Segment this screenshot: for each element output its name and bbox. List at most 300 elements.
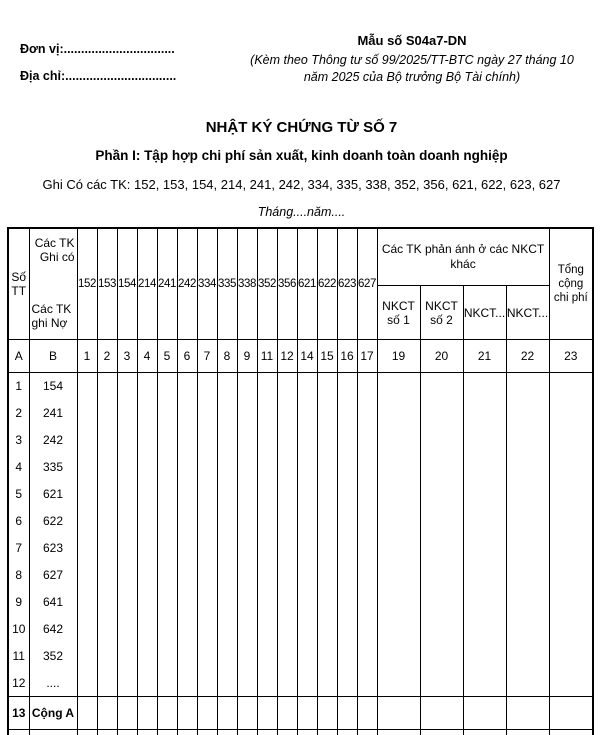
empty-amount-cell (217, 481, 237, 508)
empty-amount-cell (157, 427, 177, 454)
empty-amount-cell (463, 670, 506, 697)
empty-amount-cell (549, 562, 593, 589)
column-index-header: 11 (257, 340, 277, 373)
empty-amount-cell (506, 616, 549, 643)
empty-amount-cell (217, 562, 237, 589)
empty-amount-cell (549, 589, 593, 616)
empty-amount-cell (506, 535, 549, 562)
empty-amount-cell (357, 643, 377, 670)
empty-amount-cell (197, 562, 217, 589)
credit-accounts-corner-label: Các TK Ghi có (34, 236, 75, 264)
empty-amount-cell (197, 616, 217, 643)
table-row (8, 562, 593, 589)
table-row (8, 508, 593, 535)
empty-amount-cell (420, 697, 463, 730)
empty-amount-cell (317, 730, 337, 735)
empty-amount-cell (357, 697, 377, 730)
org-block (20, 36, 176, 90)
debit-account-cell: 154 (29, 373, 77, 400)
empty-amount-cell (197, 427, 217, 454)
empty-amount-cell (377, 508, 420, 535)
empty-amount-cell (357, 589, 377, 616)
empty-amount-cell (337, 427, 357, 454)
empty-amount-cell (117, 454, 137, 481)
table-row (8, 400, 593, 427)
empty-amount-cell (177, 730, 197, 735)
empty-amount-cell (377, 589, 420, 616)
document-title: NHẬT KÝ CHỨNG TỪ SỐ 7 (205, 119, 398, 136)
journal-table-head (8, 228, 593, 373)
empty-amount-cell (157, 697, 177, 730)
empty-amount-cell (420, 670, 463, 697)
empty-amount-cell (506, 481, 549, 508)
empty-amount-cell (463, 616, 506, 643)
empty-amount-cell (297, 535, 317, 562)
empty-amount-cell (117, 589, 137, 616)
empty-amount-cell (377, 616, 420, 643)
period-line: Tháng....năm.... (257, 205, 346, 219)
empty-amount-cell (420, 427, 463, 454)
table-row (8, 535, 593, 562)
empty-amount-cell (297, 670, 317, 697)
empty-amount-cell (137, 454, 157, 481)
empty-amount-cell (117, 562, 137, 589)
empty-amount-cell (177, 400, 197, 427)
empty-amount-cell (217, 427, 237, 454)
empty-amount-cell (217, 670, 237, 697)
empty-amount-cell (177, 481, 197, 508)
debit-account-cell: 641 (29, 589, 77, 616)
empty-amount-cell (77, 373, 97, 400)
empty-amount-cell (197, 508, 217, 535)
empty-amount-cell (277, 730, 297, 735)
nkct-column-header: NKCT số 1 (377, 286, 420, 340)
empty-amount-cell (77, 481, 97, 508)
empty-amount-cell (257, 616, 277, 643)
nkct-column-header: NKCT số 2 (420, 286, 463, 340)
tk-column-header: 152 (77, 228, 97, 340)
empty-amount-cell (97, 454, 117, 481)
empty-amount-cell (377, 697, 420, 730)
tk-column-header: 338 (237, 228, 257, 340)
empty-amount-cell (257, 373, 277, 400)
empty-amount-cell (549, 400, 593, 427)
empty-amount-cell (337, 481, 357, 508)
column-index-header: 17 (357, 340, 377, 373)
tk-column-header: 335 (217, 228, 237, 340)
tk-column-header: 622 (317, 228, 337, 340)
empty-amount-cell (97, 730, 117, 735)
empty-amount-cell (77, 589, 97, 616)
table-row (8, 427, 593, 454)
empty-amount-cell (237, 400, 257, 427)
empty-amount-cell (137, 643, 157, 670)
empty-amount-cell (237, 427, 257, 454)
empty-amount-cell (197, 697, 217, 730)
empty-amount-cell (177, 535, 197, 562)
empty-amount-cell (297, 616, 317, 643)
empty-amount-cell (137, 730, 157, 735)
address-fill-line: Địa chỉ:................................ (20, 69, 177, 83)
empty-amount-cell (277, 535, 297, 562)
empty-amount-cell (177, 562, 197, 589)
empty-amount-cell (277, 481, 297, 508)
empty-amount-cell (197, 454, 217, 481)
empty-amount-cell (237, 454, 257, 481)
empty-amount-cell (77, 454, 97, 481)
empty-amount-cell (317, 481, 337, 508)
empty-amount-cell (157, 730, 177, 735)
empty-amount-cell (97, 481, 117, 508)
empty-amount-cell (377, 427, 420, 454)
empty-amount-cell (157, 535, 177, 562)
empty-amount-cell (77, 427, 97, 454)
empty-amount-cell (97, 373, 117, 400)
empty-amount-cell (337, 616, 357, 643)
empty-amount-cell (77, 508, 97, 535)
partial-row (8, 730, 593, 735)
column-index-header: 3 (117, 340, 137, 373)
empty-amount-cell (97, 589, 117, 616)
empty-amount-cell (257, 670, 277, 697)
debit-account-cell: 621 (29, 481, 77, 508)
tk-column-header: 154 (117, 228, 137, 340)
empty-amount-cell (197, 535, 217, 562)
debit-account-cell: 622 (29, 508, 77, 535)
empty-amount-cell (317, 562, 337, 589)
debit-account-cell: 241 (29, 400, 77, 427)
empty-amount-cell (177, 670, 197, 697)
debit-account-cell: 352 (29, 643, 77, 670)
empty-amount-cell (137, 697, 157, 730)
accounts-corner-header (29, 228, 77, 340)
empty-amount-cell (8, 730, 29, 735)
empty-amount-cell (77, 730, 97, 735)
empty-amount-cell (549, 616, 593, 643)
empty-amount-cell (506, 670, 549, 697)
empty-amount-cell (463, 562, 506, 589)
empty-amount-cell (257, 427, 277, 454)
empty-amount-cell (97, 535, 117, 562)
empty-amount-cell (277, 508, 297, 535)
empty-amount-cell (117, 670, 137, 697)
empty-amount-cell (377, 730, 420, 735)
empty-amount-cell (420, 481, 463, 508)
row-number-cell: 12 (8, 670, 29, 697)
table-row (8, 589, 593, 616)
empty-amount-cell (317, 427, 337, 454)
empty-amount-cell (506, 454, 549, 481)
empty-amount-cell (297, 400, 317, 427)
empty-amount-cell (117, 643, 137, 670)
empty-amount-cell (337, 730, 357, 735)
empty-amount-cell (277, 373, 297, 400)
empty-amount-cell (77, 616, 97, 643)
column-index-header: B (29, 340, 77, 373)
empty-amount-cell (29, 730, 77, 735)
stt-header: Số TT (8, 228, 29, 340)
empty-amount-cell (237, 373, 257, 400)
empty-amount-cell (237, 616, 257, 643)
empty-amount-cell (337, 535, 357, 562)
empty-amount-cell (237, 670, 257, 697)
unit-fill-line: Đơn vị:................................ (20, 42, 175, 56)
empty-amount-cell (377, 481, 420, 508)
empty-amount-cell (357, 562, 377, 589)
debit-account-cell: 627 (29, 562, 77, 589)
table-row (8, 643, 593, 670)
empty-amount-cell (357, 535, 377, 562)
empty-amount-cell (506, 697, 549, 730)
empty-amount-cell (420, 400, 463, 427)
header-row-groups (8, 228, 593, 286)
empty-amount-cell (177, 373, 197, 400)
empty-amount-cell (237, 562, 257, 589)
column-index-header: 12 (277, 340, 297, 373)
empty-amount-cell (137, 589, 157, 616)
column-index-header: 4 (137, 340, 157, 373)
debit-accounts-corner-label: Các TK ghi Nợ (31, 302, 72, 330)
debit-account-cell: 335 (29, 454, 77, 481)
row-number-cell: 3 (8, 427, 29, 454)
empty-amount-cell (117, 373, 137, 400)
column-index-header: 19 (377, 340, 420, 373)
empty-amount-cell (217, 697, 237, 730)
row-number-cell: 1 (8, 373, 29, 400)
column-index-header: 14 (297, 340, 317, 373)
empty-amount-cell (137, 670, 157, 697)
empty-amount-cell (420, 508, 463, 535)
empty-amount-cell (297, 481, 317, 508)
column-index-header: 1 (77, 340, 97, 373)
empty-amount-cell (157, 454, 177, 481)
empty-amount-cell (117, 535, 137, 562)
empty-amount-cell (377, 643, 420, 670)
empty-amount-cell (277, 454, 297, 481)
empty-amount-cell (97, 562, 117, 589)
row-number-cell: 10 (8, 616, 29, 643)
column-index-header: A (8, 340, 29, 373)
table-row (8, 616, 593, 643)
empty-amount-cell (117, 400, 137, 427)
credit-accounts-line: Ghi Có các TK: 152, 153, 154, 214, 241, 242, 334, 335, 338, 352, 356, 621, 622, 623, 627 (42, 177, 561, 192)
empty-amount-cell (257, 730, 277, 735)
nkct-column-header: NKCT... (463, 286, 506, 340)
tk-column-header: 356 (277, 228, 297, 340)
empty-amount-cell (237, 643, 257, 670)
empty-amount-cell (337, 589, 357, 616)
empty-amount-cell (357, 454, 377, 481)
empty-amount-cell (357, 400, 377, 427)
empty-amount-cell (463, 508, 506, 535)
empty-amount-cell (317, 454, 337, 481)
tk-column-header: 242 (177, 228, 197, 340)
empty-amount-cell (177, 697, 197, 730)
empty-amount-cell (137, 427, 157, 454)
empty-amount-cell (217, 616, 237, 643)
empty-amount-cell (377, 373, 420, 400)
empty-amount-cell (77, 670, 97, 697)
empty-amount-cell (157, 373, 177, 400)
tk-column-header: 334 (197, 228, 217, 340)
empty-amount-cell (237, 481, 257, 508)
empty-amount-cell (463, 643, 506, 670)
empty-amount-cell (377, 670, 420, 697)
empty-amount-cell (297, 730, 317, 735)
empty-amount-cell (357, 427, 377, 454)
empty-amount-cell (197, 589, 217, 616)
column-index-header: 8 (217, 340, 237, 373)
empty-amount-cell (297, 373, 317, 400)
empty-amount-cell (197, 643, 217, 670)
column-index-header: 20 (420, 340, 463, 373)
empty-amount-cell (549, 643, 593, 670)
empty-amount-cell (549, 697, 593, 730)
empty-amount-cell (157, 670, 177, 697)
empty-amount-cell (420, 589, 463, 616)
empty-amount-cell (117, 616, 137, 643)
empty-amount-cell (337, 373, 357, 400)
empty-amount-cell (506, 589, 549, 616)
empty-amount-cell (117, 427, 137, 454)
empty-amount-cell (217, 589, 237, 616)
row-number-cell: 6 (8, 508, 29, 535)
empty-amount-cell (337, 670, 357, 697)
empty-amount-cell (357, 508, 377, 535)
empty-amount-cell (297, 643, 317, 670)
empty-amount-cell (257, 643, 277, 670)
empty-amount-cell (337, 400, 357, 427)
empty-amount-cell (137, 481, 157, 508)
column-index-header: 16 (337, 340, 357, 373)
empty-amount-cell (463, 427, 506, 454)
empty-amount-cell (377, 454, 420, 481)
form-reference-block (228, 33, 596, 85)
empty-amount-cell (97, 508, 117, 535)
total-row (8, 697, 593, 730)
empty-amount-cell (257, 562, 277, 589)
empty-amount-cell (77, 562, 97, 589)
empty-amount-cell (337, 562, 357, 589)
empty-amount-cell (277, 670, 297, 697)
empty-amount-cell (377, 400, 420, 427)
empty-amount-cell (463, 454, 506, 481)
empty-amount-cell (277, 427, 297, 454)
accounts-corner-wrap (30, 229, 77, 339)
row-number-cell: 4 (8, 454, 29, 481)
empty-amount-cell (277, 562, 297, 589)
tk-column-header: 214 (137, 228, 157, 340)
empty-amount-cell (137, 373, 157, 400)
empty-amount-cell (297, 454, 317, 481)
empty-amount-cell (217, 730, 237, 735)
empty-amount-cell (337, 508, 357, 535)
journal-table (7, 227, 594, 735)
empty-amount-cell (377, 535, 420, 562)
empty-amount-cell (463, 535, 506, 562)
debit-account-cell: 642 (29, 616, 77, 643)
empty-amount-cell (549, 373, 593, 400)
empty-amount-cell (506, 373, 549, 400)
empty-amount-cell (137, 616, 157, 643)
empty-amount-cell (463, 730, 506, 735)
empty-amount-cell (117, 730, 137, 735)
empty-amount-cell (420, 643, 463, 670)
empty-amount-cell (317, 535, 337, 562)
empty-amount-cell (77, 535, 97, 562)
empty-amount-cell (337, 643, 357, 670)
empty-amount-cell (197, 373, 217, 400)
empty-amount-cell (337, 454, 357, 481)
empty-amount-cell (217, 454, 237, 481)
column-index-header: 23 (549, 340, 593, 373)
empty-amount-cell (297, 697, 317, 730)
empty-amount-cell (506, 400, 549, 427)
empty-amount-cell (317, 373, 337, 400)
empty-amount-cell (97, 643, 117, 670)
empty-amount-cell (549, 730, 593, 735)
empty-amount-cell (549, 427, 593, 454)
tk-column-header: 352 (257, 228, 277, 340)
empty-amount-cell (157, 589, 177, 616)
empty-amount-cell (297, 562, 317, 589)
row-number-cell: 13 (8, 697, 29, 730)
empty-amount-cell (97, 616, 117, 643)
column-index-header: 22 (506, 340, 549, 373)
empty-amount-cell (177, 643, 197, 670)
empty-amount-cell (257, 454, 277, 481)
empty-amount-cell (317, 643, 337, 670)
empty-amount-cell (317, 400, 337, 427)
empty-amount-cell (506, 427, 549, 454)
tk-column-header: 241 (157, 228, 177, 340)
empty-amount-cell (357, 730, 377, 735)
column-index-header: 7 (197, 340, 217, 373)
empty-amount-cell (257, 508, 277, 535)
debit-account-cell: .... (29, 670, 77, 697)
empty-amount-cell (420, 730, 463, 735)
empty-amount-cell (463, 589, 506, 616)
form-circular-note: (Kèm theo Thông tư số 99/2025/TT-BTC ngày 27 tháng 10 năm 2025 của Bộ trưởng Bộ Tài chính) (250, 53, 574, 84)
empty-amount-cell (297, 589, 317, 616)
empty-amount-cell (177, 616, 197, 643)
row-number-cell: 7 (8, 535, 29, 562)
debit-account-cell: Cộng A (29, 697, 77, 730)
empty-amount-cell (420, 562, 463, 589)
empty-amount-cell (217, 373, 237, 400)
tk-column-header: 623 (337, 228, 357, 340)
empty-amount-cell (297, 427, 317, 454)
document-subtitle: Phần I: Tập hợp chi phí sản xuất, kinh doanh toàn doanh nghiệp (95, 148, 508, 163)
row-number-cell: 9 (8, 589, 29, 616)
empty-amount-cell (97, 670, 117, 697)
tk-column-header: 627 (357, 228, 377, 340)
empty-amount-cell (506, 562, 549, 589)
column-index-header: 15 (317, 340, 337, 373)
empty-amount-cell (217, 643, 237, 670)
empty-amount-cell (197, 400, 217, 427)
empty-amount-cell (77, 697, 97, 730)
empty-amount-cell (137, 535, 157, 562)
empty-amount-cell (317, 616, 337, 643)
debit-account-cell: 242 (29, 427, 77, 454)
column-index-header: 21 (463, 340, 506, 373)
empty-amount-cell (420, 373, 463, 400)
empty-amount-cell (506, 730, 549, 735)
empty-amount-cell (157, 643, 177, 670)
empty-amount-cell (177, 508, 197, 535)
empty-amount-cell (217, 535, 237, 562)
